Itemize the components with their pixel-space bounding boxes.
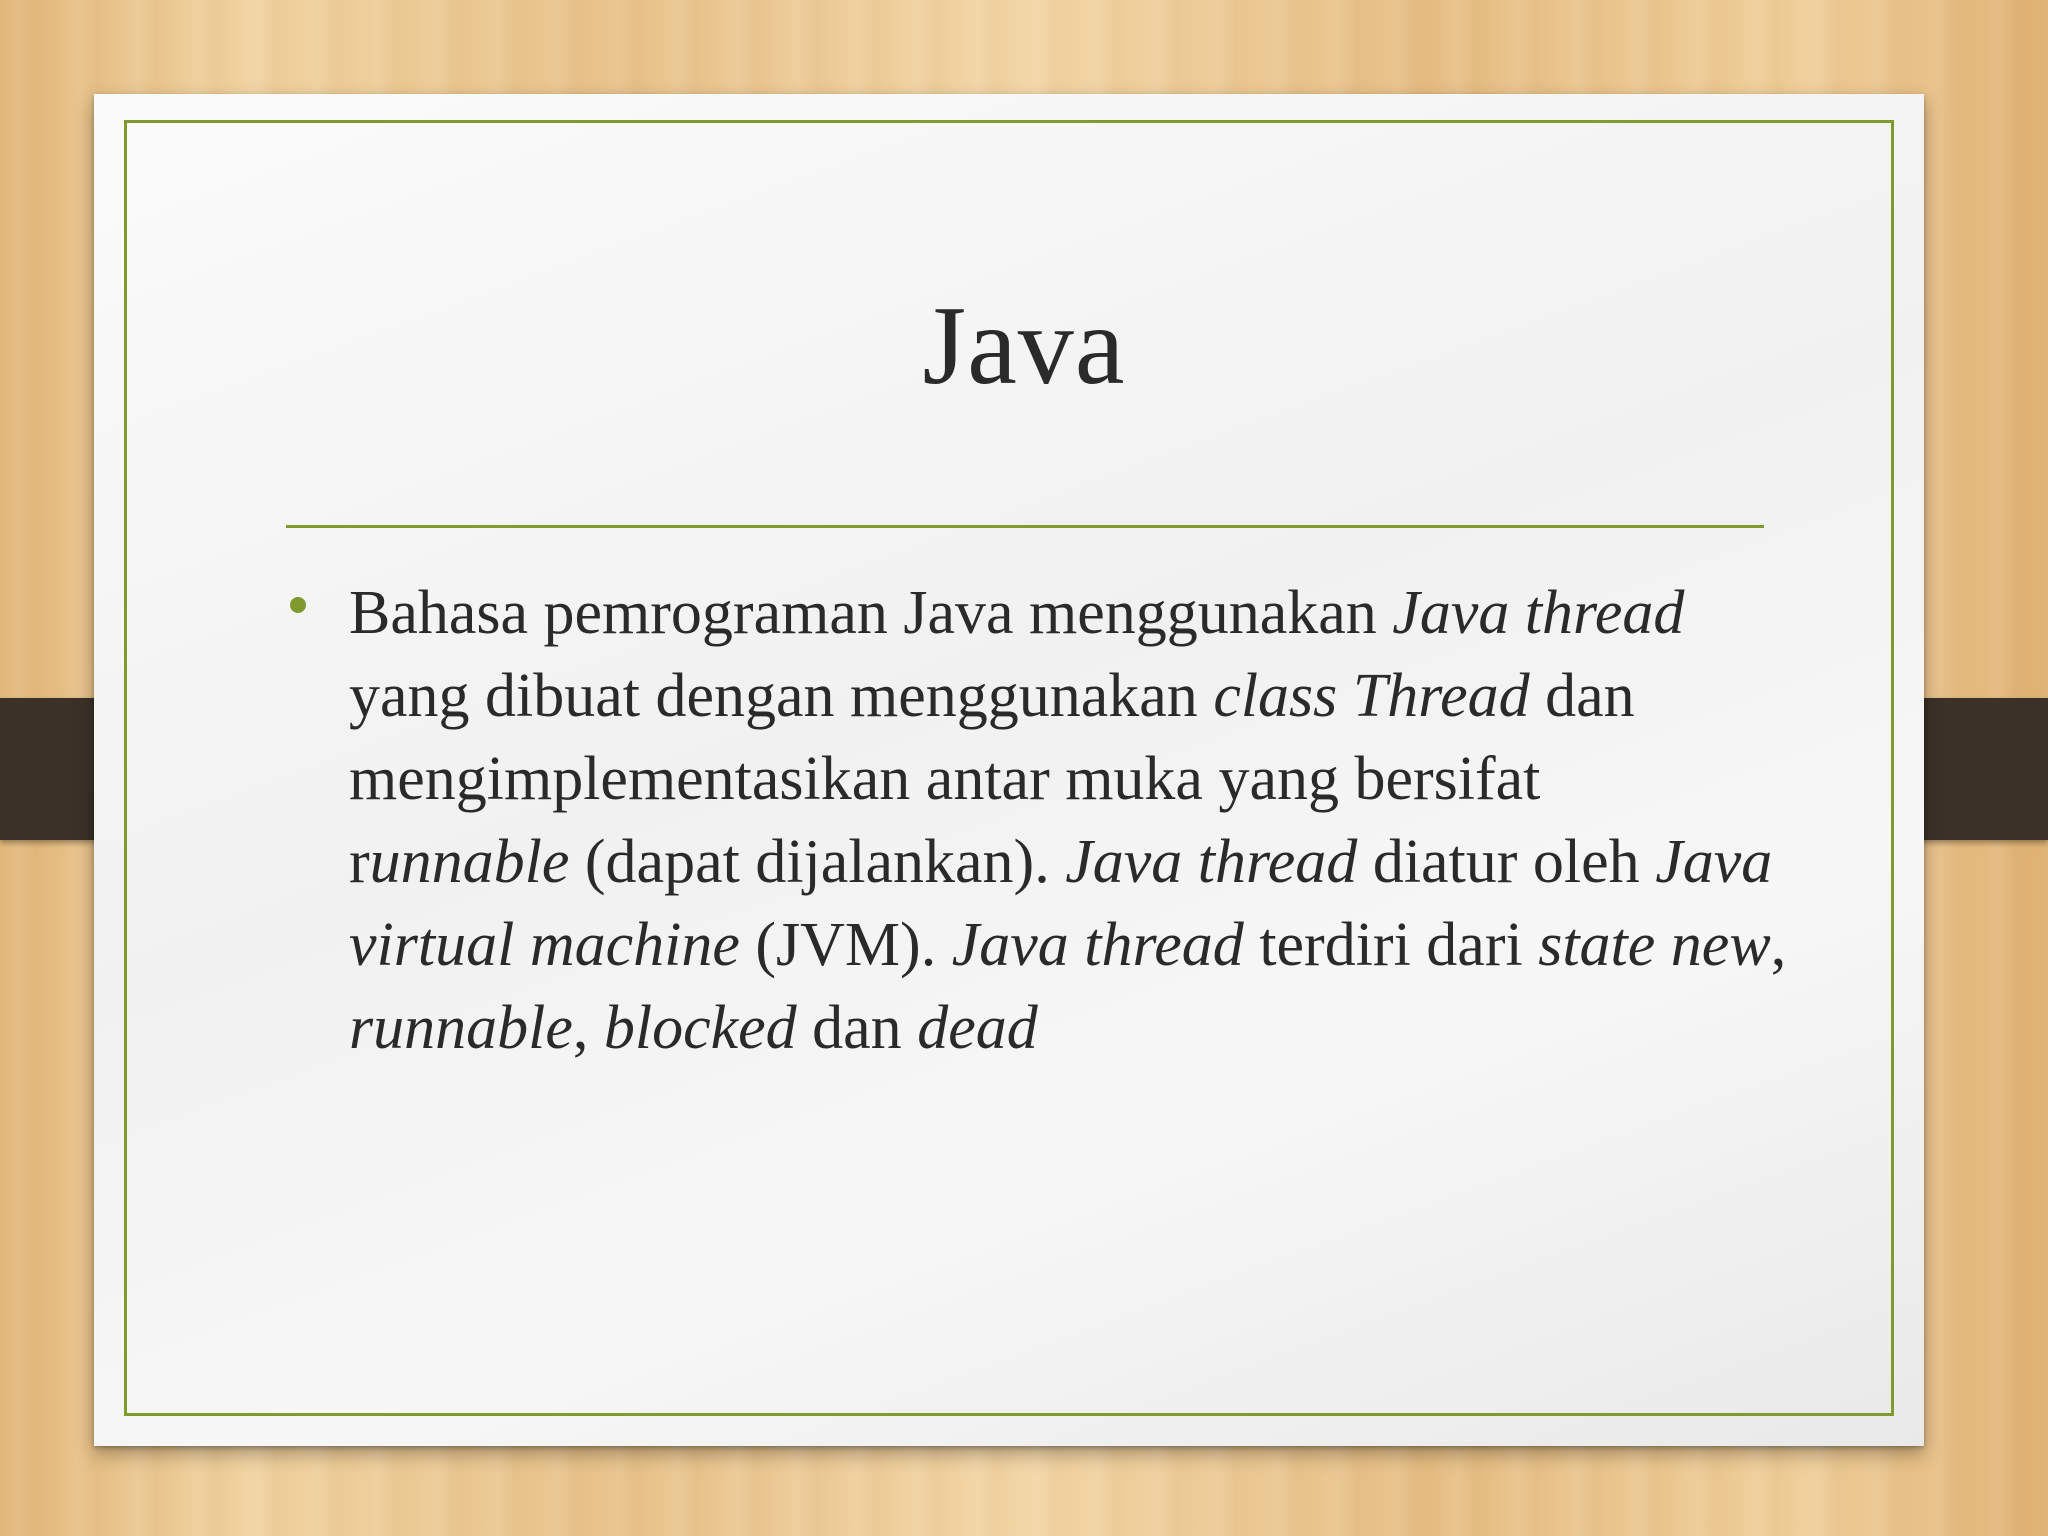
text-run: yang dibuat dengan menggunakan: [349, 662, 1214, 730]
text-run: Bahasa pemrograman Java menggunakan: [349, 579, 1393, 647]
text-run: dan: [796, 994, 918, 1062]
italic-text-run: runnable: [349, 994, 573, 1062]
italic-text-run: Java thread: [951, 911, 1244, 979]
bullet-dot-icon: [290, 597, 306, 613]
italic-text-run: dead: [917, 994, 1038, 1062]
paragraph-line: [349, 655, 1769, 738]
text-run: (JVM).: [739, 911, 952, 979]
italic-text-run: Java thread: [1065, 828, 1358, 896]
paragraph-line: [349, 987, 1769, 1070]
italic-text-run: blocked: [603, 994, 797, 1062]
text-run: diatur oleh: [1357, 828, 1656, 896]
paragraph-line: [349, 904, 1787, 987]
title-divider: [286, 525, 1764, 528]
bullet-paragraph: [349, 572, 1787, 1070]
text-run: terdiri dari: [1243, 911, 1539, 979]
italic-text-run: state new: [1538, 911, 1771, 979]
slide-title: Java: [922, 284, 1126, 408]
text-run: mengimplementasikan antar muka yang bersifat: [349, 745, 1541, 813]
text-run: (dapat dijalankan).: [569, 828, 1066, 896]
italic-text-run: virtual machine: [349, 911, 740, 979]
italic-text-run: unnable: [369, 828, 570, 896]
text-run: ,: [1770, 911, 1787, 979]
text-run: ,: [572, 994, 604, 1062]
paragraph-line: [349, 572, 1769, 655]
text-run: dan: [1529, 662, 1635, 730]
paragraph-line: [349, 738, 1769, 821]
italic-text-run: Java thread: [1392, 579, 1685, 647]
italic-text-run: class Thread: [1213, 662, 1530, 730]
paragraph-line: [349, 821, 1773, 904]
text-run: r: [349, 828, 370, 896]
italic-text-run: Java: [1655, 828, 1773, 896]
